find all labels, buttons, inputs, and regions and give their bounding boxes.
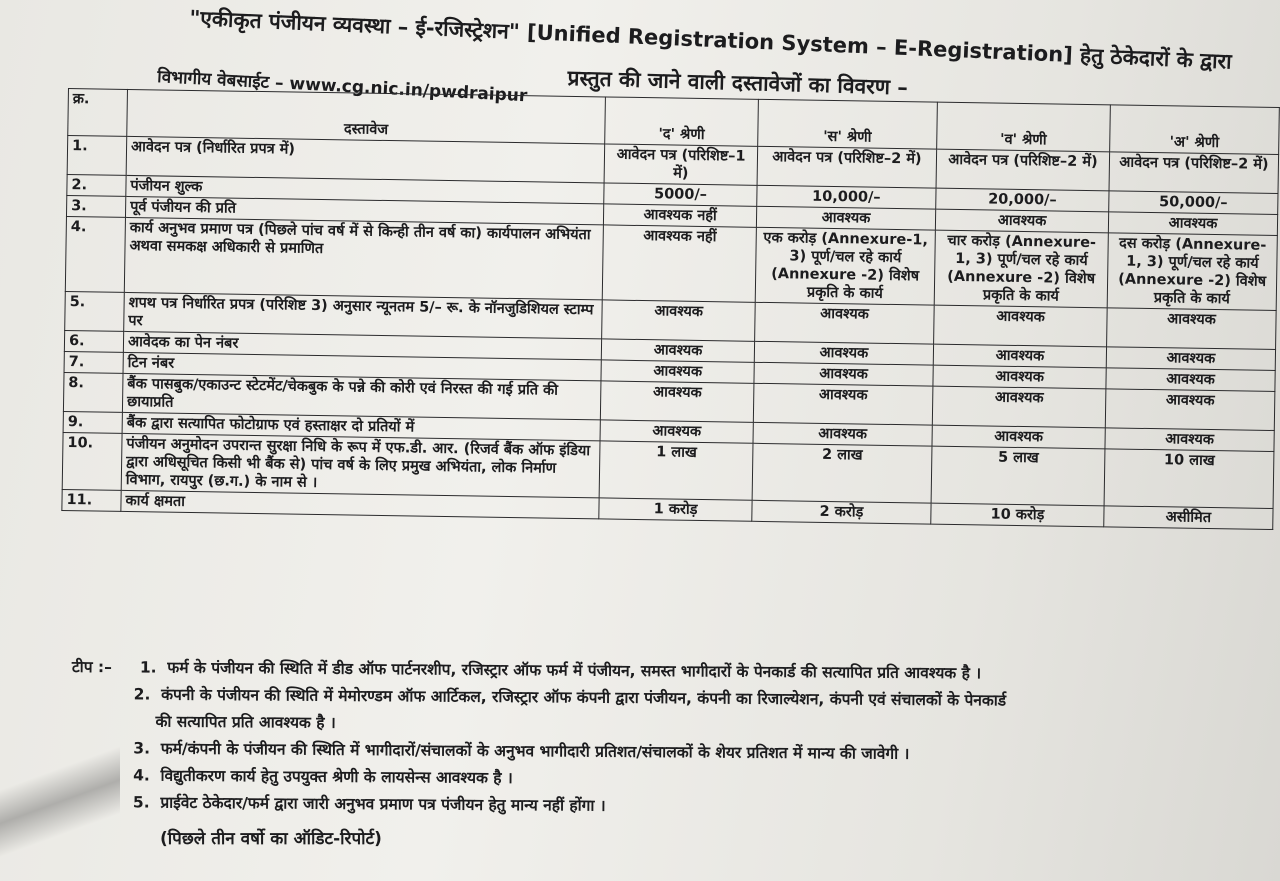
row-serial: 5. <box>65 291 125 331</box>
row-category-a: आवश्यक <box>1105 428 1274 452</box>
row-category-v: 10 करोड़ <box>931 503 1104 527</box>
row-category-d: 1 लाख <box>599 441 753 500</box>
row-category-s: आवश्यक <box>754 341 933 365</box>
header-serial: क्र. <box>68 89 128 137</box>
row-category-a: 50,000/– <box>1109 191 1278 215</box>
notes-section <box>71 654 1272 824</box>
note-text: फर्म के पंजीयन की स्थिति में डीड ऑफ पार्टनरशीप, रजिस्ट्रार ऑफ फर्म में पंजीयन, समस्त भागीदारों के पेनकार्ड की सत्यापित प्रति आवश्यक है । <box>167 658 982 683</box>
row-category-d: 5000/– <box>604 183 757 206</box>
row-serial: 3. <box>66 195 125 217</box>
header-category-v: 'व' श्रेणी <box>937 102 1111 152</box>
documents-table <box>59 88 1279 655</box>
row-category-a: आवश्यक <box>1108 212 1277 236</box>
row-category-v: आवश्यक <box>934 305 1108 347</box>
note-item: टीप :– 1. फर्म के पंजीयन की स्थिति में डीड ऑफ पार्टनरशीप, रजिस्ट्रार ऑफ फर्म में पंजीयन, समस्त भागीदारों के पेनकार्ड की सत्यापित प्रति आवश्यक है । <box>72 654 1272 689</box>
row-category-s: आवश्यक <box>756 206 935 230</box>
row-category-v: आवश्यक <box>935 209 1108 233</box>
header-document: दस्तावेज <box>127 89 606 144</box>
row-category-s: आवश्यक <box>754 362 933 386</box>
row-serial: 1. <box>67 136 127 176</box>
row-document: बैंक पासबुक/एकाउन्ट स्टेटमेंट/चेकबुक के पन्ने की कोरी एवं निरस्त की गई प्रति की छायाप्रति <box>122 373 601 420</box>
header-category-a: 'अ' श्रेणी <box>1110 105 1280 155</box>
row-category-v: आवश्यक <box>932 425 1105 449</box>
note-text: की सत्यापित प्रति आवश्यक है । <box>155 712 336 732</box>
page-title: "एकीकृत पंजीयन व्यवस्था – ई-रजिस्ट्रेशन" [Unified Registration System – E-Registration] हेतु ठेकेदारों के द्वारा <box>188 5 1233 74</box>
row-category-s: आवश्यक <box>753 383 933 425</box>
row-category-v: आवश्यक <box>933 344 1106 368</box>
note-item: 5. प्राईवेट ठेकेदार/फर्म द्वारा जारी अनुभव प्रमाण पत्र पंजीयन हेतु मान्य नहीं होंगा । <box>132 793 606 815</box>
row-category-a: दस करोड़ (Annexure-1, 3) पूर्ण/चल रहे कार्य (Annexure -2) विशेष प्रकृति के कार्य <box>1107 233 1277 311</box>
page-subtitle: प्रस्तुत की जाने वाली दस्तावेजों का विवरण – <box>567 65 909 100</box>
row-category-d: 1 करोड़ <box>599 498 752 521</box>
row-serial: 6. <box>64 330 123 352</box>
row-category-a: 10 लाख <box>1104 449 1274 509</box>
row-category-v: आवश्यक <box>932 386 1106 428</box>
row-serial: 4. <box>65 216 125 292</box>
note-item: 2. कंपनी के पंजीयन की स्थिति में मेमोरण्डम ऑफ आर्टिकल, रजिस्ट्रार ऑफ कंपनी द्वारा पंजीयन, कंपनी का रिजाल्येशन, कंपनी एवं संचालकों के पेनकार्ड <box>133 685 1007 710</box>
row-category-v: आवेदन पत्र (परिशिष्ट–2 में) <box>936 149 1110 191</box>
row-category-s: 10,000/– <box>757 185 936 209</box>
row-document: कार्य अनुभव प्रमाण पत्र (पिछले पांच वर्ष में से किन्ही तीन वर्ष का) कार्यपालन अभियंता अथवा समकक्ष अधिकारी से प्रमाणित <box>124 217 603 300</box>
row-serial: 7. <box>64 351 123 373</box>
row-category-s: आवेदन पत्र (परिशिष्ट–2 में) <box>757 146 937 188</box>
row-category-d: आवश्यक <box>601 360 754 383</box>
row-serial: 11. <box>62 489 121 511</box>
header-category-s: 'स' श्रेणी <box>758 99 938 149</box>
row-category-a: आवश्यक <box>1106 347 1275 371</box>
row-document: शपथ पत्र निर्धारित प्रपत्र (परिशिष्ट 3) अनुसार न्यूनतम 5/– रू. के नॉनजुडिशियल स्टाम्प पर <box>124 292 603 339</box>
department-website: विभागीय वेबसाईट – www.cg.nic.in/pwdraipur <box>156 66 528 107</box>
header-category-d: 'द' श्रेणी <box>605 97 758 146</box>
note-item: 3. फर्म/कंपनी के पंजीयन की स्थिति में भागीदारों/संचालकों के अनुभव भागीदारी प्रतिशत/संचालकों के शेयर प्रतिशत में मान्य की जावेगी । <box>133 739 910 763</box>
row-document: पंजीयन अनुमोदन उपरान्त सुरक्षा निधि के रूप में एफ.डी. आर. (रिजर्व बैंक ऑफ इंडिया द्वारा अधिसूचित किसी भी बैंक से) पांच वर्ष के लिए प्रमुख अभियंता, लोक निर्माण विभाग, रायपुर (छ.ग.) के नाम से । <box>121 433 600 498</box>
row-category-d: आवश्यक <box>600 420 753 443</box>
note-text: विद्युतीकरण कार्य हेतु उपयुक्त श्रेणी के लायसेन्स आवश्यक है । <box>160 766 513 788</box>
footer-note: (पिछले तीन वर्षो का ऑडिट-रिपोर्ट) <box>160 829 382 849</box>
row-category-a: आवश्यक <box>1106 368 1275 392</box>
row-serial: 9. <box>63 411 122 433</box>
row-category-a: आवश्यक <box>1105 389 1275 431</box>
row-category-a: असीमित <box>1104 506 1273 530</box>
row-category-s: आवश्यक <box>755 302 935 344</box>
row-document: आवेदक का पेन नंबर <box>123 331 602 360</box>
row-category-d: आवश्यक नहीं <box>604 204 757 227</box>
note-text: फर्म/कंपनी के पंजीयन की स्थिति में भागीदारों/संचालकों के अनुभव भागीदारी प्रतिशत/संचालकों के शेयर प्रतिशत में मान्य की जावेगी । <box>160 739 910 763</box>
row-category-a: आवेदन पत्र (परिशिष्ट–2 में) <box>1109 152 1279 194</box>
note-text: कंपनी के पंजीयन की स्थिति में मेमोरण्डम ऑफ आर्टिकल, रजिस्ट्रार ऑफ कंपनी द्वारा पंजीयन, कंपनी का रिजाल्येशन, कंपनी एवं संचालकों के पेनकार्ड <box>161 685 1007 710</box>
note-item: 4. विद्युतीकरण कार्य हेतु उपयुक्त श्रेणी के लायसेन्स आवश्यक है । <box>133 766 513 788</box>
row-category-d: आवश्यक नहीं <box>603 225 757 302</box>
row-category-v: चार करोड़ (Annexure-1, 3) पूर्ण/चल रहे कार्य (Annexure -2) विशेष प्रकृति के कार्य <box>934 230 1108 308</box>
row-category-d: आवेदन पत्र (परिशिष्ट–1 में) <box>604 144 757 185</box>
note-text: प्राईवेट ठेकेदार/फर्म द्वारा जारी अनुभव प्रमाण पत्र पंजीयन हेतु मान्य नहीं होंगा । <box>160 793 606 815</box>
row-category-s: आवश्यक <box>753 422 932 446</box>
row-category-a: आवश्यक <box>1107 308 1277 350</box>
row-serial: 8. <box>63 372 123 412</box>
row-document: बैंक द्वारा सत्यापित फोटोग्राफ एवं हस्ताक्षर दो प्रतियों में <box>122 412 601 441</box>
row-category-s: एक करोड़ (Annexure-1, 3) पूर्ण/चल रहे कार्य (Annexure -2) विशेष प्रकृति के कार्य <box>755 227 935 305</box>
row-document: पूर्व पंजीयन की प्रति <box>125 196 604 225</box>
row-document: आवेदन पत्र (निर्धारित प्रपत्र में) <box>126 136 605 183</box>
row-category-s: 2 लाख <box>752 443 932 503</box>
row-document: टिन नंबर <box>123 352 602 381</box>
row-serial: 2. <box>67 174 126 196</box>
row-serial: 10. <box>62 432 122 490</box>
row-document: पंजीयन शुल्क <box>126 175 605 204</box>
notes-label: टीप :– <box>71 657 112 677</box>
paper-fold-shadow <box>0 700 120 881</box>
row-category-s: 2 करोड़ <box>752 500 931 524</box>
row-category-v: 20,000/– <box>936 188 1109 212</box>
row-category-d: आवश्यक <box>601 381 754 422</box>
row-category-d: आवश्यक <box>602 300 755 341</box>
row-category-v: 5 लाख <box>931 446 1105 506</box>
row-category-d: आवश्यक <box>602 339 755 362</box>
row-document: कार्य क्षमता <box>121 490 600 519</box>
row-category-v: आवश्यक <box>933 365 1106 389</box>
